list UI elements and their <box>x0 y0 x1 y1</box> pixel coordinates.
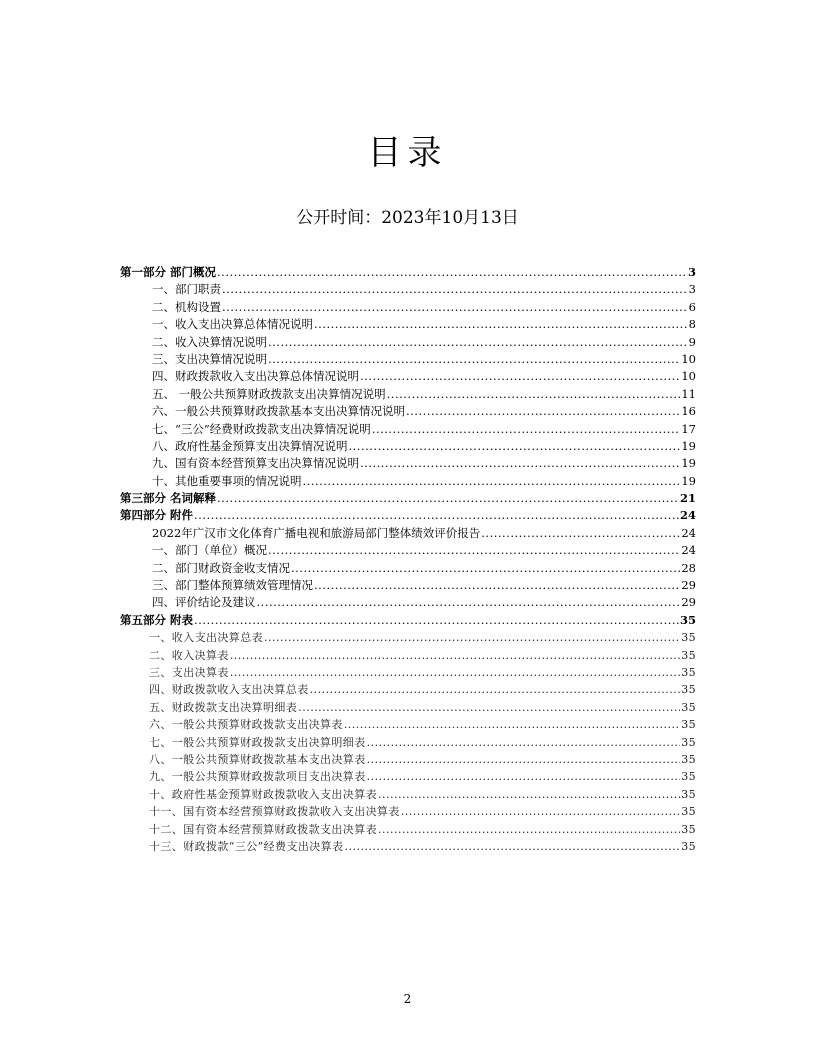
toc-entry-label: 七、一般公共预算财政拨款支出决算明细表 <box>149 735 366 749</box>
toc-entry-label: 一、收入支出决算总表 <box>149 631 263 645</box>
toc-entry-page: 6 <box>688 299 696 314</box>
toc-section-entry[interactable] <box>120 507 696 524</box>
toc-entry-label: 第三部分 名词解释 <box>120 491 217 506</box>
toc-entry-label: 八、政府性基金预算支出决算情况说明 <box>152 438 348 453</box>
toc-leader-dots <box>378 821 680 838</box>
toc-leader-dots <box>217 264 687 281</box>
toc-entry[interactable] <box>120 438 696 455</box>
table-of-contents <box>120 264 696 855</box>
toc-entry[interactable] <box>120 803 696 820</box>
toc-entry-page: 10 <box>681 351 696 366</box>
toc-entry-label: 十、其他重要事项的情况说明 <box>152 473 302 488</box>
toc-entry[interactable] <box>120 786 696 803</box>
toc-entry-page: 24 <box>681 543 696 558</box>
toc-leader-dots <box>217 490 679 507</box>
toc-entry-label: 四、评价结论及建议 <box>152 595 256 610</box>
toc-entry-page: 19 <box>681 438 696 453</box>
toc-entry-label: 六、一般公共预算财政拨款支出决算表 <box>149 718 343 732</box>
toc-leader-dots <box>406 403 680 420</box>
toc-leader-dots <box>401 803 680 820</box>
toc-leader-dots <box>222 299 688 316</box>
toc-entry-label: 二、部门财政资金收支情况 <box>152 560 290 575</box>
toc-entry[interactable] <box>120 751 696 768</box>
toc-entry[interactable] <box>120 316 696 333</box>
toc-entry-label: 一、部门职责 <box>152 282 221 297</box>
toc-entry-page: 21 <box>679 491 696 506</box>
toc-entry-label: 八、一般公共预算财政拨款基本支出决算表 <box>149 752 366 766</box>
toc-entry[interactable] <box>120 716 696 733</box>
toc-leader-dots <box>230 664 680 681</box>
toc-entry[interactable] <box>120 403 696 420</box>
toc-leader-dots <box>372 421 681 438</box>
toc-leader-dots <box>367 768 681 785</box>
toc-entry[interactable] <box>120 629 696 646</box>
toc-entry[interactable] <box>120 594 696 611</box>
toc-entry[interactable] <box>120 821 696 838</box>
toc-leader-dots <box>378 786 680 803</box>
toc-entry[interactable] <box>120 281 696 298</box>
toc-entry[interactable] <box>120 473 696 490</box>
toc-entry[interactable] <box>120 577 696 594</box>
toc-entry-page: 35 <box>681 752 696 766</box>
toc-entry-label: 九、国有资本经营预算支出决算情况说明 <box>152 456 359 471</box>
toc-entry-label: 2022年广汉市文化体育广播电视和旅游局部门整体绩效评价报告 <box>152 525 481 540</box>
toc-entry-label: 三、支出决算表 <box>149 665 229 679</box>
toc-entry-page: 35 <box>681 770 696 784</box>
toc-entry-page: 35 <box>681 735 696 749</box>
toc-leader-dots <box>194 507 679 524</box>
toc-entry-label: 二、收入决算情况说明 <box>152 334 267 349</box>
toc-entry[interactable] <box>120 699 696 716</box>
toc-section-entry[interactable] <box>120 264 696 281</box>
toc-entry-label: 九、一般公共预算财政拨款项目支出决算表 <box>149 770 366 784</box>
toc-entry[interactable] <box>120 681 696 698</box>
toc-leader-dots <box>360 455 680 472</box>
page-number: 2 <box>403 992 412 1006</box>
toc-entry[interactable] <box>120 664 696 681</box>
toc-entry-label: 二、机构设置 <box>152 299 221 314</box>
toc-entry[interactable] <box>120 386 696 403</box>
toc-entry-label: 第四部分 附件 <box>120 508 194 523</box>
toc-entry-page: 9 <box>688 334 696 349</box>
toc-entry-label: 六、一般公共预算财政拨款基本支出决算情况说明 <box>152 404 405 419</box>
toc-entry-page: 35 <box>681 683 696 697</box>
toc-entry-page: 17 <box>681 421 696 436</box>
toc-entry-page: 16 <box>681 404 696 419</box>
toc-leader-dots <box>264 629 680 646</box>
toc-entry-label: 二、收入决算表 <box>149 648 229 662</box>
publish-date: 公开时间：2023年10月13日 <box>296 208 519 228</box>
toc-entry-page: 35 <box>681 665 696 679</box>
toc-entry-page: 29 <box>681 595 696 610</box>
toc-entry-page: 28 <box>681 560 696 575</box>
toc-entry-label: 十二、国有资本经营预算财政拨款支出决算表 <box>149 822 377 836</box>
toc-entry-page: 35 <box>681 700 696 714</box>
toc-entry[interactable] <box>120 542 696 559</box>
toc-leader-dots <box>194 612 679 629</box>
toc-leader-dots <box>230 647 680 664</box>
toc-entry[interactable] <box>120 734 696 751</box>
toc-entry-label: 十、政府性基金预算财政拨款收入支出决算表 <box>149 787 377 801</box>
toc-entry[interactable] <box>120 455 696 472</box>
toc-section-entry[interactable] <box>120 612 696 629</box>
toc-entry-page: 35 <box>681 787 696 801</box>
toc-leader-dots <box>303 473 681 490</box>
toc-leader-dots <box>314 577 680 594</box>
toc-entry-label: 十三、财政拨款“三公”经费支出决算表 <box>149 839 344 853</box>
toc-entry-page: 35 <box>681 648 696 662</box>
toc-entry-page: 11 <box>681 386 696 401</box>
toc-entry-page: 3 <box>688 282 696 297</box>
toc-entry-label: 四、财政拨款收入支出决算总表 <box>149 683 309 697</box>
toc-entry[interactable] <box>120 351 696 368</box>
toc-entry[interactable] <box>120 525 696 542</box>
toc-leader-dots <box>481 525 680 542</box>
toc-entry-label: 一、部门（单位）概况 <box>152 543 267 558</box>
toc-entry-label: 十一、国有资本经营预算财政拨款收入支出决算表 <box>149 805 400 819</box>
toc-leader-dots <box>367 751 681 768</box>
toc-entry-page: 19 <box>681 473 696 488</box>
toc-entry[interactable] <box>120 421 696 438</box>
toc-leader-dots <box>344 716 680 733</box>
toc-entry-page: 24 <box>679 508 696 523</box>
toc-section-entry[interactable] <box>120 490 696 507</box>
toc-leader-dots <box>367 734 681 751</box>
toc-leader-dots <box>268 334 688 351</box>
toc-entry-page: 19 <box>681 456 696 471</box>
toc-entry[interactable] <box>120 299 696 316</box>
page-title: 目录 <box>367 133 448 173</box>
toc-entry[interactable] <box>120 368 696 385</box>
toc-entry[interactable] <box>120 334 696 351</box>
toc-leader-dots <box>257 594 681 611</box>
toc-entry-page: 3 <box>687 265 696 279</box>
toc-entry-page: 35 <box>681 805 696 819</box>
toc-entry-label: 七、“三公”经费财政拨款支出决算情况说明 <box>152 421 371 436</box>
toc-entry-page: 10 <box>681 369 696 384</box>
toc-entry-label: 五、 一般公共预算财政拨款支出决算情况说明 <box>152 386 386 401</box>
toc-entry-page: 35 <box>679 612 696 627</box>
toc-entry-label: 第一部分 部门概况 <box>120 265 217 279</box>
toc-leader-dots <box>387 386 681 403</box>
toc-entry-page: 35 <box>681 631 696 645</box>
toc-entry-page: 24 <box>681 525 696 540</box>
toc-entry-label: 五、财政拨款支出决算明细表 <box>149 700 298 714</box>
toc-leader-dots <box>291 560 680 577</box>
toc-entry-label: 四、财政拨款收入支出决算总体情况说明 <box>152 369 359 384</box>
toc-entry-label: 第五部分 附表 <box>120 612 194 627</box>
toc-leader-dots <box>360 368 680 385</box>
toc-entry[interactable] <box>120 768 696 785</box>
toc-leader-dots <box>314 316 688 333</box>
toc-entry-page: 35 <box>681 822 696 836</box>
toc-entry-page: 29 <box>681 578 696 593</box>
toc-entry[interactable] <box>120 560 696 577</box>
toc-entry-label: 三、支出决算情况说明 <box>152 351 267 366</box>
toc-leader-dots <box>310 681 681 698</box>
toc-entry-label: 三、部门整体预算绩效管理情况 <box>152 578 313 593</box>
toc-leader-dots <box>268 542 680 559</box>
toc-entry-page: 35 <box>681 839 696 853</box>
toc-leader-dots <box>349 438 681 455</box>
toc-leader-dots <box>222 281 688 298</box>
toc-entry-page: 35 <box>681 718 696 732</box>
toc-entry[interactable] <box>120 647 696 664</box>
toc-leader-dots <box>268 351 680 368</box>
toc-leader-dots <box>298 699 680 716</box>
toc-entry-page: 8 <box>688 317 696 332</box>
toc-leader-dots <box>344 838 680 855</box>
toc-entry[interactable] <box>120 838 696 855</box>
toc-entry-label: 一、收入支出决算总体情况说明 <box>152 317 313 332</box>
